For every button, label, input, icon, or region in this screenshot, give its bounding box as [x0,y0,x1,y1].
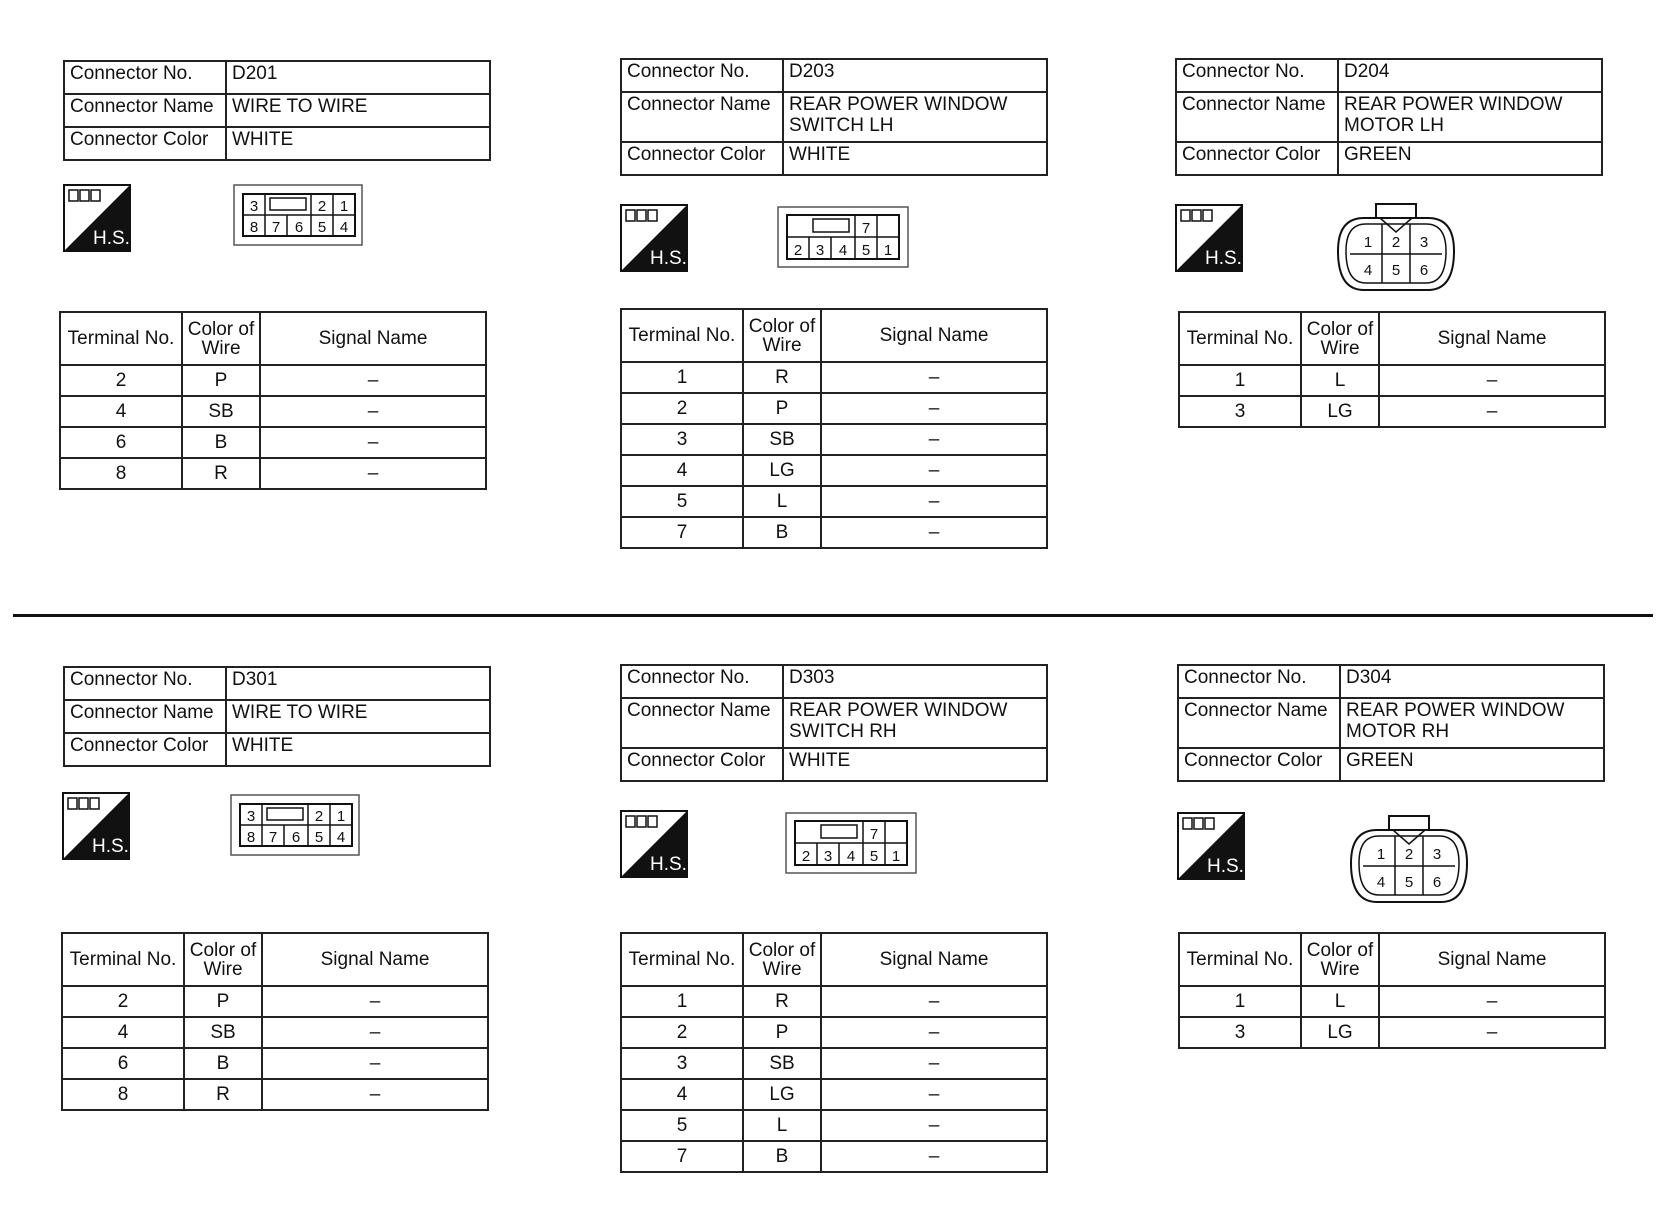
signal-name-cell: – [260,396,486,427]
table-row [62,1048,488,1079]
wire-color-cell: L [1301,986,1379,1017]
pin-label: 3 [823,848,833,865]
table-row [621,486,1047,517]
connector-color-value: WHITE [226,127,490,160]
wire-color-cell: LG [743,455,821,486]
connector-name-value: REAR POWER WINDOW MOTOR LH [1338,92,1602,142]
pin-label: 7 [271,219,281,236]
connector-no-label: Connector No. [64,667,226,700]
connector-face-d303 [785,812,917,874]
connector-name-label: Connector Name [64,700,226,733]
connector-no-value: D303 [783,665,1047,698]
connector-color-label: Connector Color [64,733,226,766]
color-of-wire-header: Color of Wire [1301,933,1379,986]
terminal-table-d201-wrap [59,311,487,490]
color-of-wire-header: Color of Wire [743,933,821,986]
connector-info-table [63,60,491,161]
pin-label: 5 [314,829,324,846]
connector-no-label: Connector No. [621,59,783,92]
signal-name-cell: – [821,486,1047,517]
pin-label: 3 [1432,846,1442,863]
terminal-table-d303-wrap [620,932,1048,1173]
terminal-no-cell: 3 [621,424,743,455]
connector-info-table [1175,58,1603,176]
pin-label: 2 [1391,234,1401,251]
pin-label: 8 [249,219,259,236]
terminal-table-d301-wrap [61,932,489,1111]
terminal-no-header: Terminal No. [62,933,184,986]
table-row [62,1079,488,1110]
table-row [621,455,1047,486]
connector-block-d301 [63,666,491,767]
wire-color-cell: P [182,365,260,396]
wire-color-cell: B [743,1141,821,1172]
signal-name-cell: – [821,1048,1047,1079]
pin-label: 4 [838,242,848,259]
terminal-no-cell: 1 [1179,986,1301,1017]
harness-side-icon [620,204,688,272]
connector-no-value: D201 [226,61,490,94]
table-row [1179,1017,1605,1048]
wire-color-cell: L [743,486,821,517]
signal-name-cell: – [262,1017,488,1048]
table-row [621,362,1047,393]
terminal-no-header: Terminal No. [1179,933,1301,986]
wire-color-cell: R [182,458,260,489]
pin-label: 4 [1363,262,1373,279]
table-row [60,458,486,489]
terminal-no-cell: 3 [1179,1017,1301,1048]
connector-no-value: D301 [226,667,490,700]
connector-block-d304 [1177,664,1605,782]
signal-name-cell: – [821,1079,1047,1110]
connector-no-label: Connector No. [621,665,783,698]
pin-label: 1 [1376,846,1386,863]
pin-label: 4 [339,219,349,236]
wire-color-cell: SB [182,396,260,427]
terminal-table [61,932,489,1111]
pin-label: 6 [1419,262,1429,279]
terminal-table-d304-wrap [1178,932,1606,1049]
terminal-no-header: Terminal No. [621,933,743,986]
signal-name-cell: – [821,517,1047,548]
terminal-no-cell: 8 [60,458,182,489]
wire-color-cell: R [184,1079,262,1110]
pin-label: 4 [1376,874,1386,891]
terminal-no-cell: 1 [621,362,743,393]
signal-name-cell: – [821,1110,1047,1141]
pin-label: 1 [339,198,349,215]
hs-label: H.S. [650,854,687,875]
hs-label: H.S. [1207,856,1244,877]
terminal-no-cell: 2 [621,1017,743,1048]
table-row [621,393,1047,424]
hs-label: H.S. [93,228,130,249]
pin-label: 1 [1363,234,1373,251]
pin-label: 6 [294,219,304,236]
connector-block-d203 [620,58,1048,176]
terminal-no-header: Terminal No. [60,312,182,365]
terminal-no-cell: 8 [62,1079,184,1110]
connector-color-label: Connector Color [1178,748,1340,781]
wire-color-cell: R [743,362,821,393]
wire-color-cell: LG [1301,396,1379,427]
terminal-no-cell: 6 [62,1048,184,1079]
wire-color-cell: B [182,427,260,458]
table-row [60,365,486,396]
wire-color-cell: L [743,1110,821,1141]
signal-name-cell: – [262,1048,488,1079]
connector-color-label: Connector Color [621,142,783,175]
wire-color-cell: B [184,1048,262,1079]
connector-block-d204 [1175,58,1603,176]
signal-name-cell: – [821,455,1047,486]
terminal-no-cell: 5 [621,486,743,517]
terminal-no-cell: 2 [60,365,182,396]
signal-name-header: Signal Name [1379,312,1605,365]
pin-label: 6 [1432,874,1442,891]
pin-label: 2 [317,198,327,215]
connector-name-value: REAR POWER WINDOW SWITCH RH [783,698,1047,748]
connector-color-value: WHITE [783,748,1047,781]
connector-color-label: Connector Color [1176,142,1338,175]
wire-color-cell: SB [743,1048,821,1079]
table-row [621,1017,1047,1048]
signal-name-cell: – [260,458,486,489]
pin-label: 7 [869,826,879,843]
signal-name-cell: – [821,986,1047,1017]
terminal-table-d204-wrap [1178,311,1606,428]
terminal-no-cell: 7 [621,517,743,548]
signal-name-cell: – [262,986,488,1017]
connector-block-d303 [620,664,1048,782]
color-of-wire-header: Color of Wire [182,312,260,365]
pin-label: 5 [861,242,871,259]
wire-color-cell: P [184,986,262,1017]
connector-info-table [620,664,1048,782]
connector-name-label: Connector Name [621,698,783,748]
harness-side-icon [1177,812,1245,880]
table-row [621,1110,1047,1141]
connector-name-label: Connector Name [1178,698,1340,748]
signal-name-header: Signal Name [821,933,1047,986]
connector-name-value: REAR POWER WINDOW MOTOR RH [1340,698,1604,748]
connector-face-d201 [233,184,363,246]
terminal-no-cell: 3 [1179,396,1301,427]
table-row [621,1079,1047,1110]
terminal-no-cell: 2 [62,986,184,1017]
table-row [60,396,486,427]
harness-side-icon [620,810,688,878]
pin-label: 6 [291,829,301,846]
pin-label: 1 [336,808,346,825]
terminal-no-cell: 5 [621,1110,743,1141]
connector-face-d204 [1336,200,1456,296]
pin-label: 8 [246,829,256,846]
pin-label: 5 [317,219,327,236]
signal-name-cell: – [1379,396,1605,427]
connector-no-value: D203 [783,59,1047,92]
terminal-no-header: Terminal No. [621,309,743,362]
connector-color-value: GREEN [1338,142,1602,175]
wire-color-cell: R [743,986,821,1017]
table-row [60,427,486,458]
connector-name-label: Connector Name [64,94,226,127]
connector-info-table [63,666,491,767]
terminal-no-header: Terminal No. [1179,312,1301,365]
terminal-no-cell: 1 [621,986,743,1017]
table-row [621,986,1047,1017]
pin-label: 2 [1404,846,1414,863]
signal-name-cell: – [260,365,486,396]
terminal-no-cell: 3 [621,1048,743,1079]
terminal-no-cell: 4 [62,1017,184,1048]
table-row [621,424,1047,455]
pin-label: 5 [1404,874,1414,891]
pin-label: 5 [869,848,879,865]
pin-label: 5 [1391,262,1401,279]
terminal-no-cell: 4 [621,1079,743,1110]
table-row [621,1048,1047,1079]
connector-block-d201 [63,60,491,161]
harness-side-icon [63,184,131,252]
connector-face-d203 [777,206,909,268]
connector-no-value: D204 [1338,59,1602,92]
connector-no-label: Connector No. [1176,59,1338,92]
wire-color-cell: B [743,517,821,548]
pin-label: 7 [861,220,871,237]
signal-name-cell: – [821,1141,1047,1172]
pin-label: 2 [801,848,811,865]
hs-label: H.S. [92,836,129,857]
connector-color-label: Connector Color [64,127,226,160]
signal-name-cell: – [1379,365,1605,396]
hs-label: H.S. [650,248,687,269]
pin-label: 3 [249,198,259,215]
harness-side-icon [1175,204,1243,272]
signal-name-cell: – [821,424,1047,455]
signal-name-header: Signal Name [821,309,1047,362]
table-row [62,1017,488,1048]
signal-name-cell: – [821,393,1047,424]
color-of-wire-header: Color of Wire [743,309,821,362]
pin-label: 7 [268,829,278,846]
terminal-no-cell: 2 [621,393,743,424]
table-row [1179,396,1605,427]
connector-no-label: Connector No. [1178,665,1340,698]
signal-name-cell: – [1379,986,1605,1017]
pin-label: 1 [883,242,893,259]
connector-name-label: Connector Name [621,92,783,142]
terminal-table [1178,932,1606,1049]
pin-label: 2 [793,242,803,259]
pin-label: 4 [336,829,346,846]
terminal-no-cell: 1 [1179,365,1301,396]
harness-side-icon [62,792,130,860]
terminal-no-cell: 4 [621,455,743,486]
connector-color-value: GREEN [1340,748,1604,781]
wire-color-cell: P [743,393,821,424]
connector-color-value: WHITE [226,733,490,766]
wire-color-cell: L [1301,365,1379,396]
table-row [1179,365,1605,396]
connector-name-value: REAR POWER WINDOW SWITCH LH [783,92,1047,142]
terminal-table [59,311,487,490]
connector-color-value: WHITE [783,142,1047,175]
table-row [1179,986,1605,1017]
terminal-table-d203-wrap [620,308,1048,549]
terminal-no-cell: 4 [60,396,182,427]
signal-name-cell: – [1379,1017,1605,1048]
pin-label: 2 [314,808,324,825]
connector-name-value: WIRE TO WIRE [226,700,490,733]
signal-name-header: Signal Name [260,312,486,365]
pin-label: 3 [815,242,825,259]
signal-name-header: Signal Name [262,933,488,986]
terminal-table [1178,311,1606,428]
table-row [62,986,488,1017]
connector-no-value: D304 [1340,665,1604,698]
signal-name-cell: – [821,362,1047,393]
wire-color-cell: P [743,1017,821,1048]
terminal-no-cell: 7 [621,1141,743,1172]
connector-no-label: Connector No. [64,61,226,94]
terminal-table [620,932,1048,1173]
color-of-wire-header: Color of Wire [1301,312,1379,365]
hs-label: H.S. [1205,248,1242,269]
signal-name-cell: – [262,1079,488,1110]
pin-label: 3 [246,808,256,825]
connector-face-d301 [230,794,360,856]
table-row [621,1141,1047,1172]
wire-color-cell: SB [184,1017,262,1048]
connector-face-d304 [1349,812,1469,908]
wire-color-cell: LG [1301,1017,1379,1048]
color-of-wire-header: Color of Wire [184,933,262,986]
terminal-no-cell: 6 [60,427,182,458]
connector-info-table [620,58,1048,176]
wire-color-cell: LG [743,1079,821,1110]
pin-label: 4 [846,848,856,865]
section-divider [13,614,1653,617]
terminal-table [620,308,1048,549]
pin-label: 3 [1419,234,1429,251]
wire-color-cell: SB [743,424,821,455]
connector-color-label: Connector Color [621,748,783,781]
connector-name-label: Connector Name [1176,92,1338,142]
signal-name-cell: – [821,1017,1047,1048]
connector-info-table [1177,664,1605,782]
pin-label: 1 [891,848,901,865]
table-row [621,517,1047,548]
signal-name-cell: – [260,427,486,458]
signal-name-header: Signal Name [1379,933,1605,986]
connector-name-value: WIRE TO WIRE [226,94,490,127]
